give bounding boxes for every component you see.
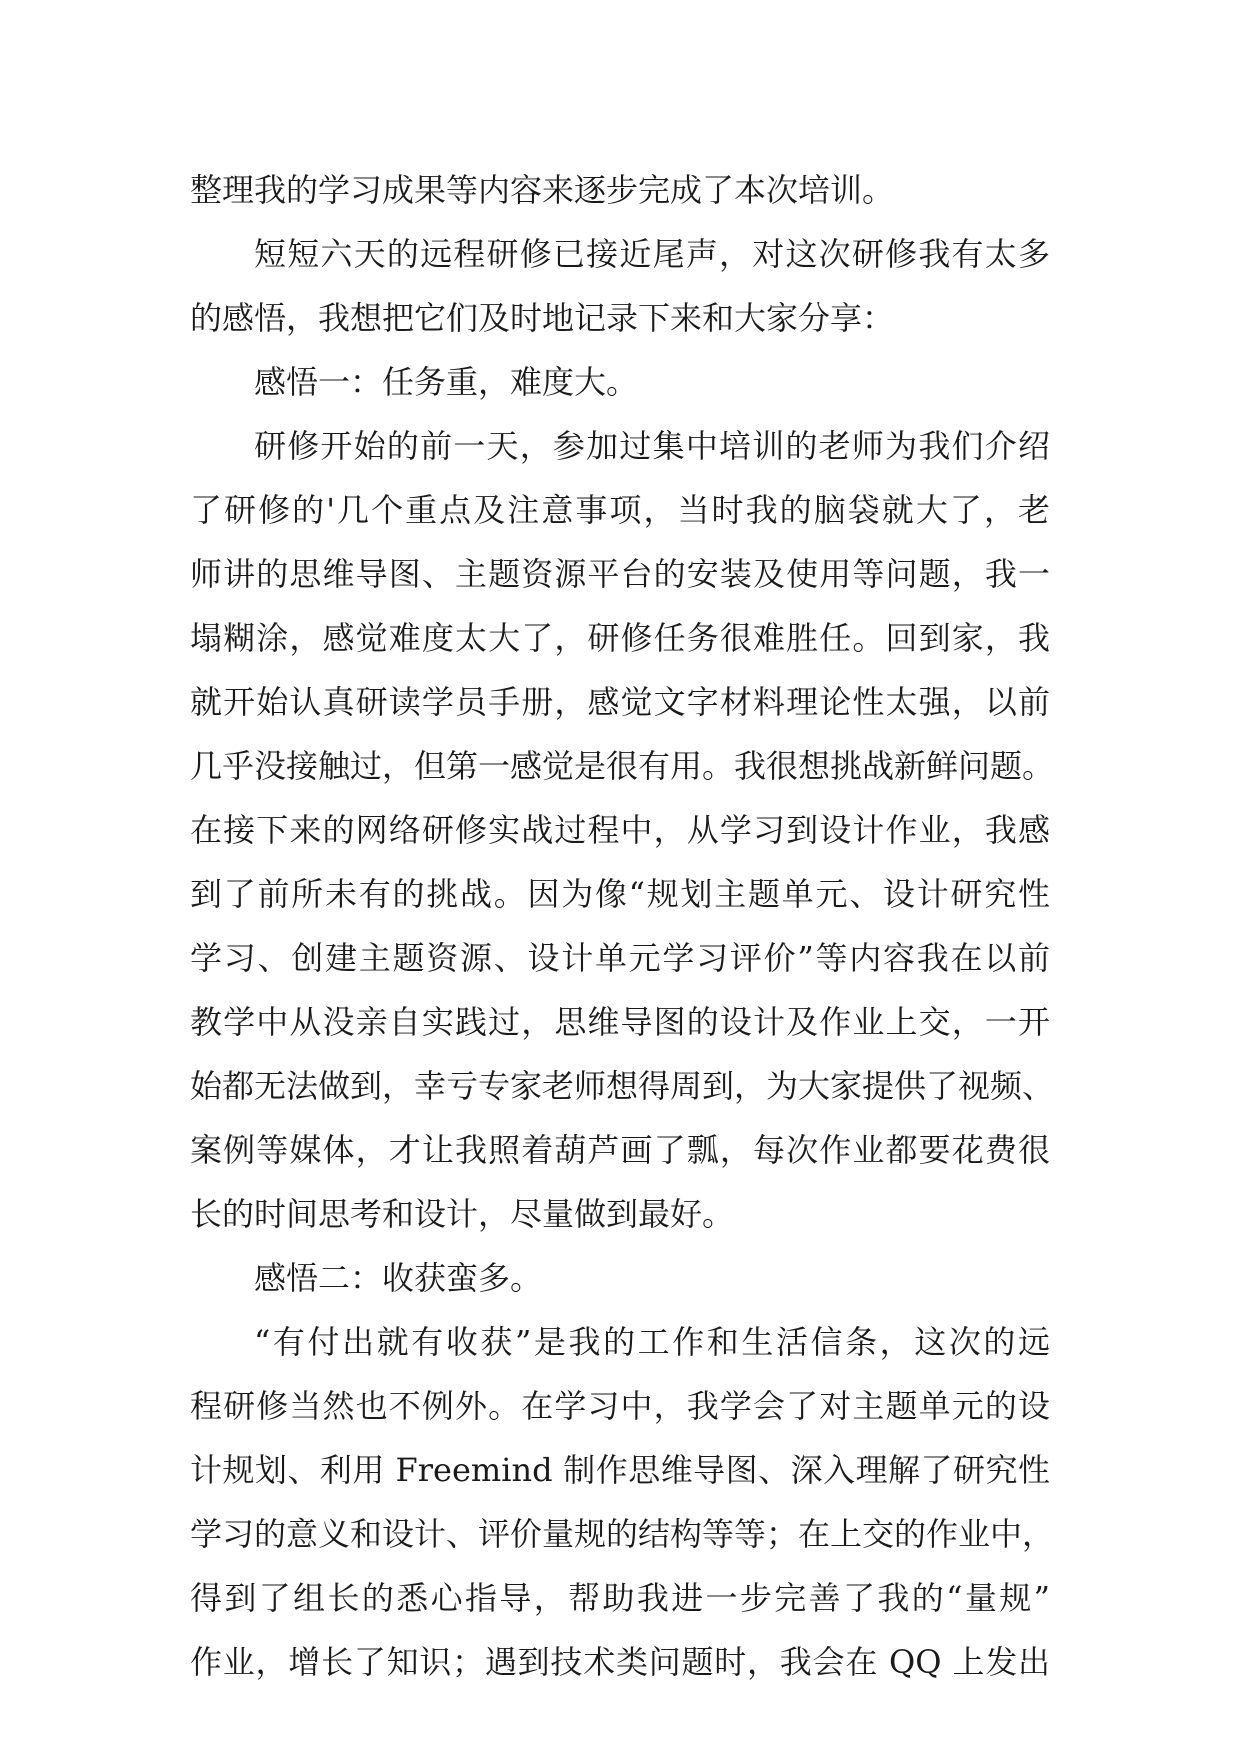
text-line: 师讲的思维导图、主题资源平台的安装及使用等问题，我一 <box>190 555 1050 593</box>
text-line: 始都无法做到，幸亏专家老师想得周到，为大家提供了视频、 <box>190 1067 1055 1105</box>
text-line: 整理我的学习成果等内容来逐步完成了本次培训。 <box>190 171 895 209</box>
text-line: “有付出就有收获”是我的工作和生活信条，这次的远 <box>254 1323 1050 1361</box>
text-line: 作业，增长了知识；遇到技术类问题时，我会在 QQ 上发出 <box>190 1643 1050 1681</box>
text-line: 学习、创建主题资源、设计单元学习评价”等内容我在以前 <box>190 939 1050 977</box>
text-line: 学习的意义和设计、评价量规的结构等等；在上交的作业中， <box>190 1515 1055 1553</box>
text-line: 长的时间思考和设计，尽量做到最好。 <box>190 1195 735 1233</box>
text-line: 就开始认真研读学员手册，感觉文字材料理论性太强，以前 <box>190 683 1050 721</box>
text-line: 感悟一：任务重，难度大。 <box>254 363 639 401</box>
text-line: 的感悟，我想把它们及时地记录下来和大家分享： <box>190 299 895 337</box>
text-line: 感悟二：收获蛮多。 <box>254 1259 543 1297</box>
text-line: 研修开始的前一天，参加过集中培训的老师为我们介绍 <box>254 427 1050 465</box>
text-line: 程研修当然也不例外。在学习中，我学会了对主题单元的设 <box>190 1387 1050 1425</box>
text-line: 案例等媒体，才让我照着葫芦画了瓢，每次作业都要花费很 <box>190 1131 1050 1169</box>
text-line: 教学中从没亲自实践过，思维导图的设计及作业上交，一开 <box>190 1003 1050 1041</box>
text-line: 几乎没接触过，但第一感觉是很有用。我很想挑战新鲜问题。 <box>190 747 1055 785</box>
text-line: 了研修的'几个重点及注意事项，当时我的脑袋就大了，老 <box>190 491 1050 529</box>
text-line: 在接下来的网络研修实战过程中，从学习到设计作业，我感 <box>190 811 1050 849</box>
document-body <box>190 158 1055 1694</box>
text-line: 得到了组长的悉心指导，帮助我进一步完善了我的“量规” <box>190 1579 1050 1617</box>
text-line: 计规划、利用 Freemind 制作思维导图、深入理解了研究性 <box>190 1451 1050 1489</box>
text-line: 到了前所未有的挑战。因为像“规划主题单元、设计研究性 <box>190 875 1050 913</box>
text-line: 短短六天的远程研修已接近尾声，对这次研修我有太多 <box>254 235 1050 273</box>
text-line: 塌糊涂，感觉难度太大了，研修任务很难胜任。回到家，我 <box>190 619 1050 657</box>
